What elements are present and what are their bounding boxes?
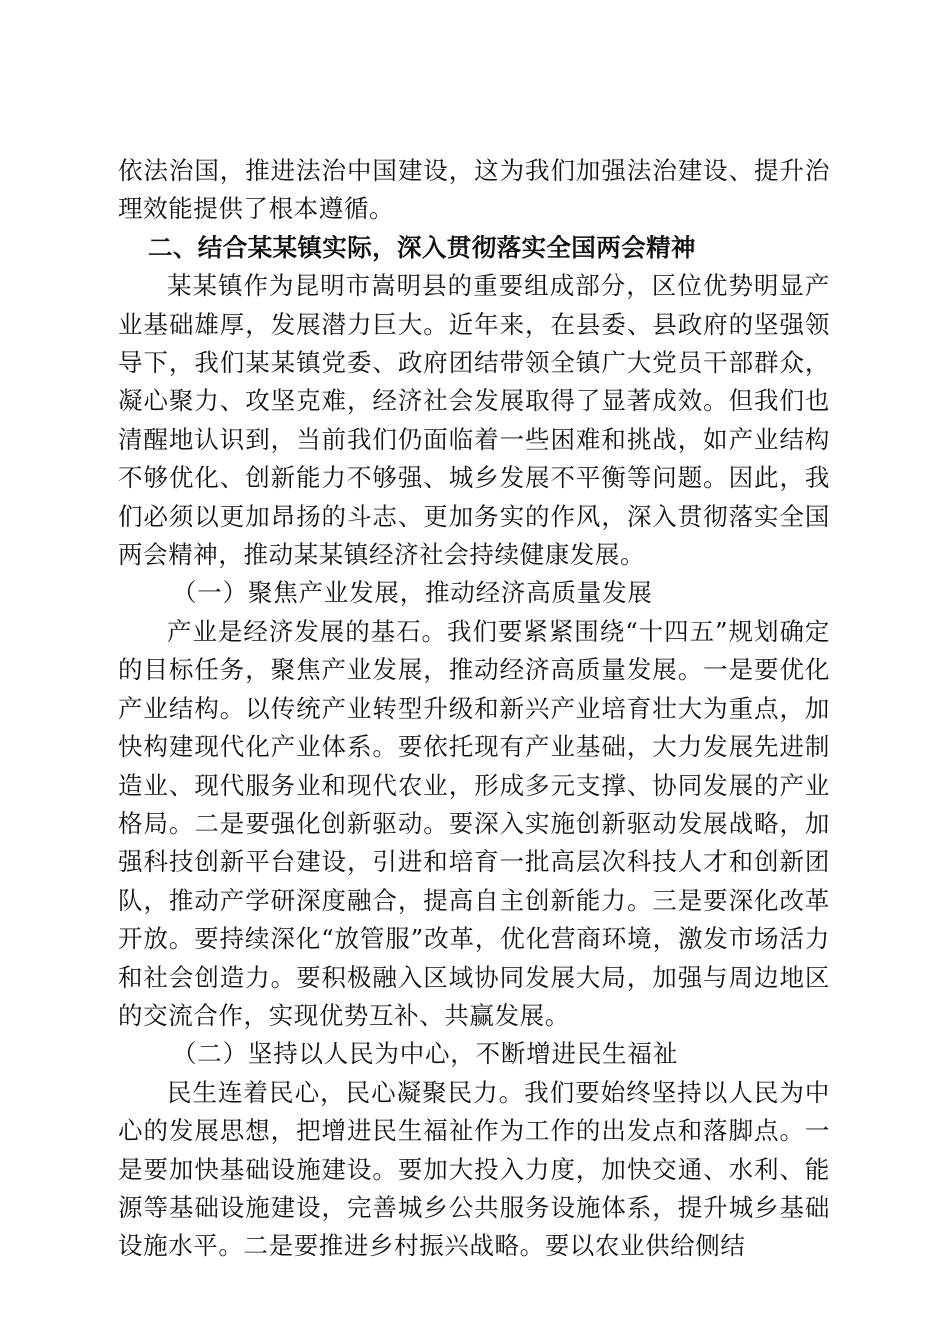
section-heading: 二、结合某某镇实际，深入贯彻落实全国两会精神 — [148, 232, 696, 262]
body-paragraph: 产业是经济发展的基石。我们要紧紧围绕“十四五”规划确定的目标任务，聚焦产业发展，推动经济高质量发展。一是要优化产业结构。以传统产业转型升级和新兴产业培育壮大为重点，加快构建现代化产业体系。要依托现有产业基础，大力发展先进制造业、现代服务业和现代农业，形成多元支撑、协同发展的产业格局。二是要强化创新驱动。要深入实施创新驱动发展战略，加强科技创新平台建设，引进和培育一批高层次科技人才和创新团队，推动产学研深度融合，提高自主创新能力。三是要深化改革开放。要持续深化“放管服”改革，优化营商环境，激发市场活力和社会创造力。要积极融入区域协同发展大局，加强与周边地区的交流合作，实现优势互补、共赢发展。 — [118, 616, 830, 1030]
body-paragraph: 民生连着民心，民心凝聚民力。我们要始终坚持以人民为中心的发展思想，把增进民生福祉作为工作的出发点和落脚点。一是要加快基础设施建设。要加大投入力度，加快交通、水利、能源等基础设施建设，完善城乡公共服务设施体系，提升城乡基础设施水平。二是要推进乡村振兴战略。要以农业供给侧结 — [118, 1077, 830, 1261]
body-paragraph-continuation: 依法治国，推进法治中国建设，这为我们加强法治建设、提升治理效能提供了根本遵循。 — [118, 156, 830, 224]
body-paragraph: 某某镇作为昆明市嵩明县的重要组成部分，区位优势明显产业基础雄厚，发展潜力巨大。近年来，在县委、县政府的坚强领导下，我们某某镇党委、政府团结带领全镇广大党员干部群众，凝心聚力、攻坚克难，经济社会发展取得了显著成效。但我们也清醒地认识到，当前我们仍面临着一些困难和挑战，如产业结构不够优化、创新能力不够强、城乡发展不平衡等问题。因此，我们必须以更加昂扬的斗志、更加务实的作风，深入贯彻落实全国两会精神，推动某某镇经济社会持续健康发展。 — [118, 271, 830, 570]
document-page — [118, 152, 830, 1266]
subsection-heading: （一）聚焦产业发展，推动经济高质量发展 — [172, 578, 653, 608]
subsection-heading: （二）坚持以人民为中心，不断增进民生福祉 — [172, 1039, 678, 1069]
